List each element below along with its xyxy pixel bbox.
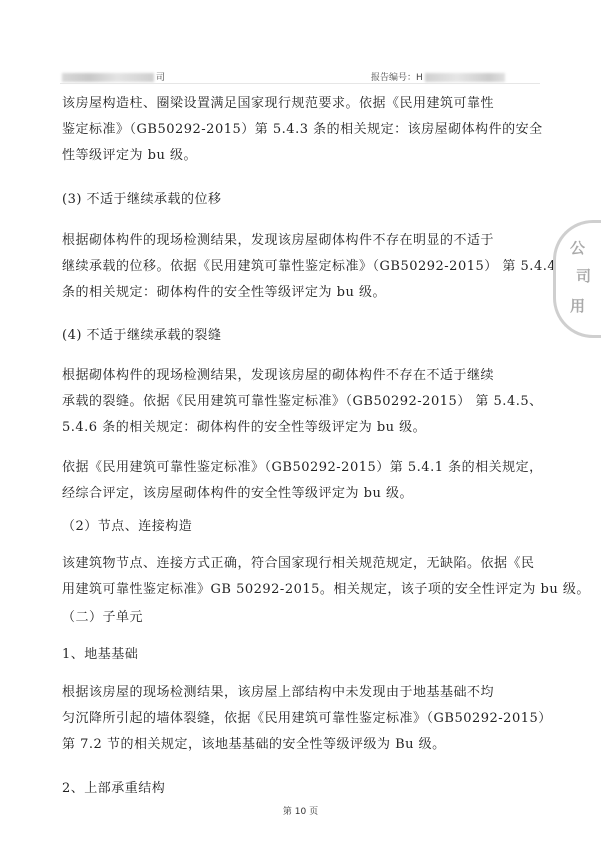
heading-sub-unit — [62, 605, 546, 631]
paragraph-summary — [62, 455, 546, 507]
paragraph-displacement — [62, 228, 557, 306]
heading-foundation — [62, 642, 546, 668]
text-line: 用建筑可靠性鉴定标准》GB 50292-2015。相关规定，该子项的安全性评定为 bu 级。 — [62, 582, 590, 597]
text-line: 匀沉降所引起的墙体裂缝，依据《民用建筑可靠性鉴定标准》（GB50292-2015） — [62, 711, 552, 726]
paragraph-joints — [62, 551, 590, 603]
text-line: 第 7.2 节的相关规定，该地基基础的安全性等级评级为 Bu 级。 — [62, 737, 446, 752]
heading-displacement — [62, 187, 546, 213]
heading-superstructure — [62, 776, 546, 802]
header-company-suffix: 司 — [156, 73, 166, 83]
seal-char: 用 — [570, 297, 586, 315]
paragraph-cracks — [62, 363, 546, 441]
paragraph-foundation — [62, 680, 552, 758]
text-line: 承载的裂缝。依据《民用建筑可靠性鉴定标准》（GB50292-2015） 第 5.4.5、 — [62, 394, 543, 409]
header-company — [62, 70, 165, 83]
text-line: 根据该房屋的现场检测结果，该房屋上部结构中未发现由于地基基础不均 — [62, 685, 495, 700]
section-heading: （二）子单元 — [62, 610, 144, 625]
paragraph-construction-measures — [62, 91, 546, 169]
section-heading: 2、上部承重结构 — [62, 781, 166, 796]
text-line: 该建筑物节点、连接方式正确，符合国家现行相关规范规定，无缺陷。依据《民 — [62, 556, 535, 571]
page-number: 第 10 页 — [282, 807, 319, 817]
seal-char: 公 — [570, 239, 586, 257]
heading-cracks — [62, 323, 546, 349]
text-line: 鉴定标准》（GB50292-2015）第 5.4.3 条的相关规定：该房屋砌体构件的安全 — [62, 122, 543, 137]
heading-joints — [62, 514, 546, 540]
text-line: 继续承载的位移。依据《民用建筑可靠性鉴定标准》（GB50292-2015） 第 5.4.4 — [62, 259, 557, 274]
text-line: 依据《民用建筑可靠性鉴定标准》（GB50292-2015）第 5.4.1 条的相关规定， — [62, 460, 543, 475]
text-line: 根据砌体构件的现场检测结果，发现该房屋的砌体构件不存在不适于继续 — [62, 368, 495, 383]
report-number-label: 报告编号：H — [371, 73, 423, 83]
text-line: 经综合评定，该房屋砌体构件的安全性等级评定为 bu 级。 — [62, 486, 413, 501]
text-line: 根据砌体构件的现场检测结果，发现该房屋砌体构件不存在明显的不适于 — [62, 233, 495, 248]
text-line: 该房屋构造柱、圈梁设置满足国家现行规范要求。依据《民用建筑可靠性 — [62, 96, 495, 111]
text-line: 条的相关规定：砌体构件的安全性等级评定为 bu 级。 — [62, 285, 386, 300]
section-heading: 1、地基基础 — [62, 647, 139, 662]
text-line: 性等级评定为 bu 级。 — [62, 148, 197, 163]
section-heading: （2）节点、连接构造 — [62, 519, 193, 534]
company-seal — [553, 220, 601, 338]
section-heading: (4) 不适于继续承载的裂缝 — [62, 328, 222, 343]
text-line: 5.4.6 条的相关规定：砌体构件的安全性等级评定为 bu 级。 — [62, 420, 427, 435]
header-divider — [60, 83, 540, 84]
section-heading: (3) 不适于继续承载的位移 — [62, 192, 222, 207]
header-report-number — [371, 70, 505, 83]
redacted-company-name — [62, 73, 154, 82]
redacted-report-number — [425, 73, 505, 82]
seal-char: 司 — [576, 267, 592, 285]
